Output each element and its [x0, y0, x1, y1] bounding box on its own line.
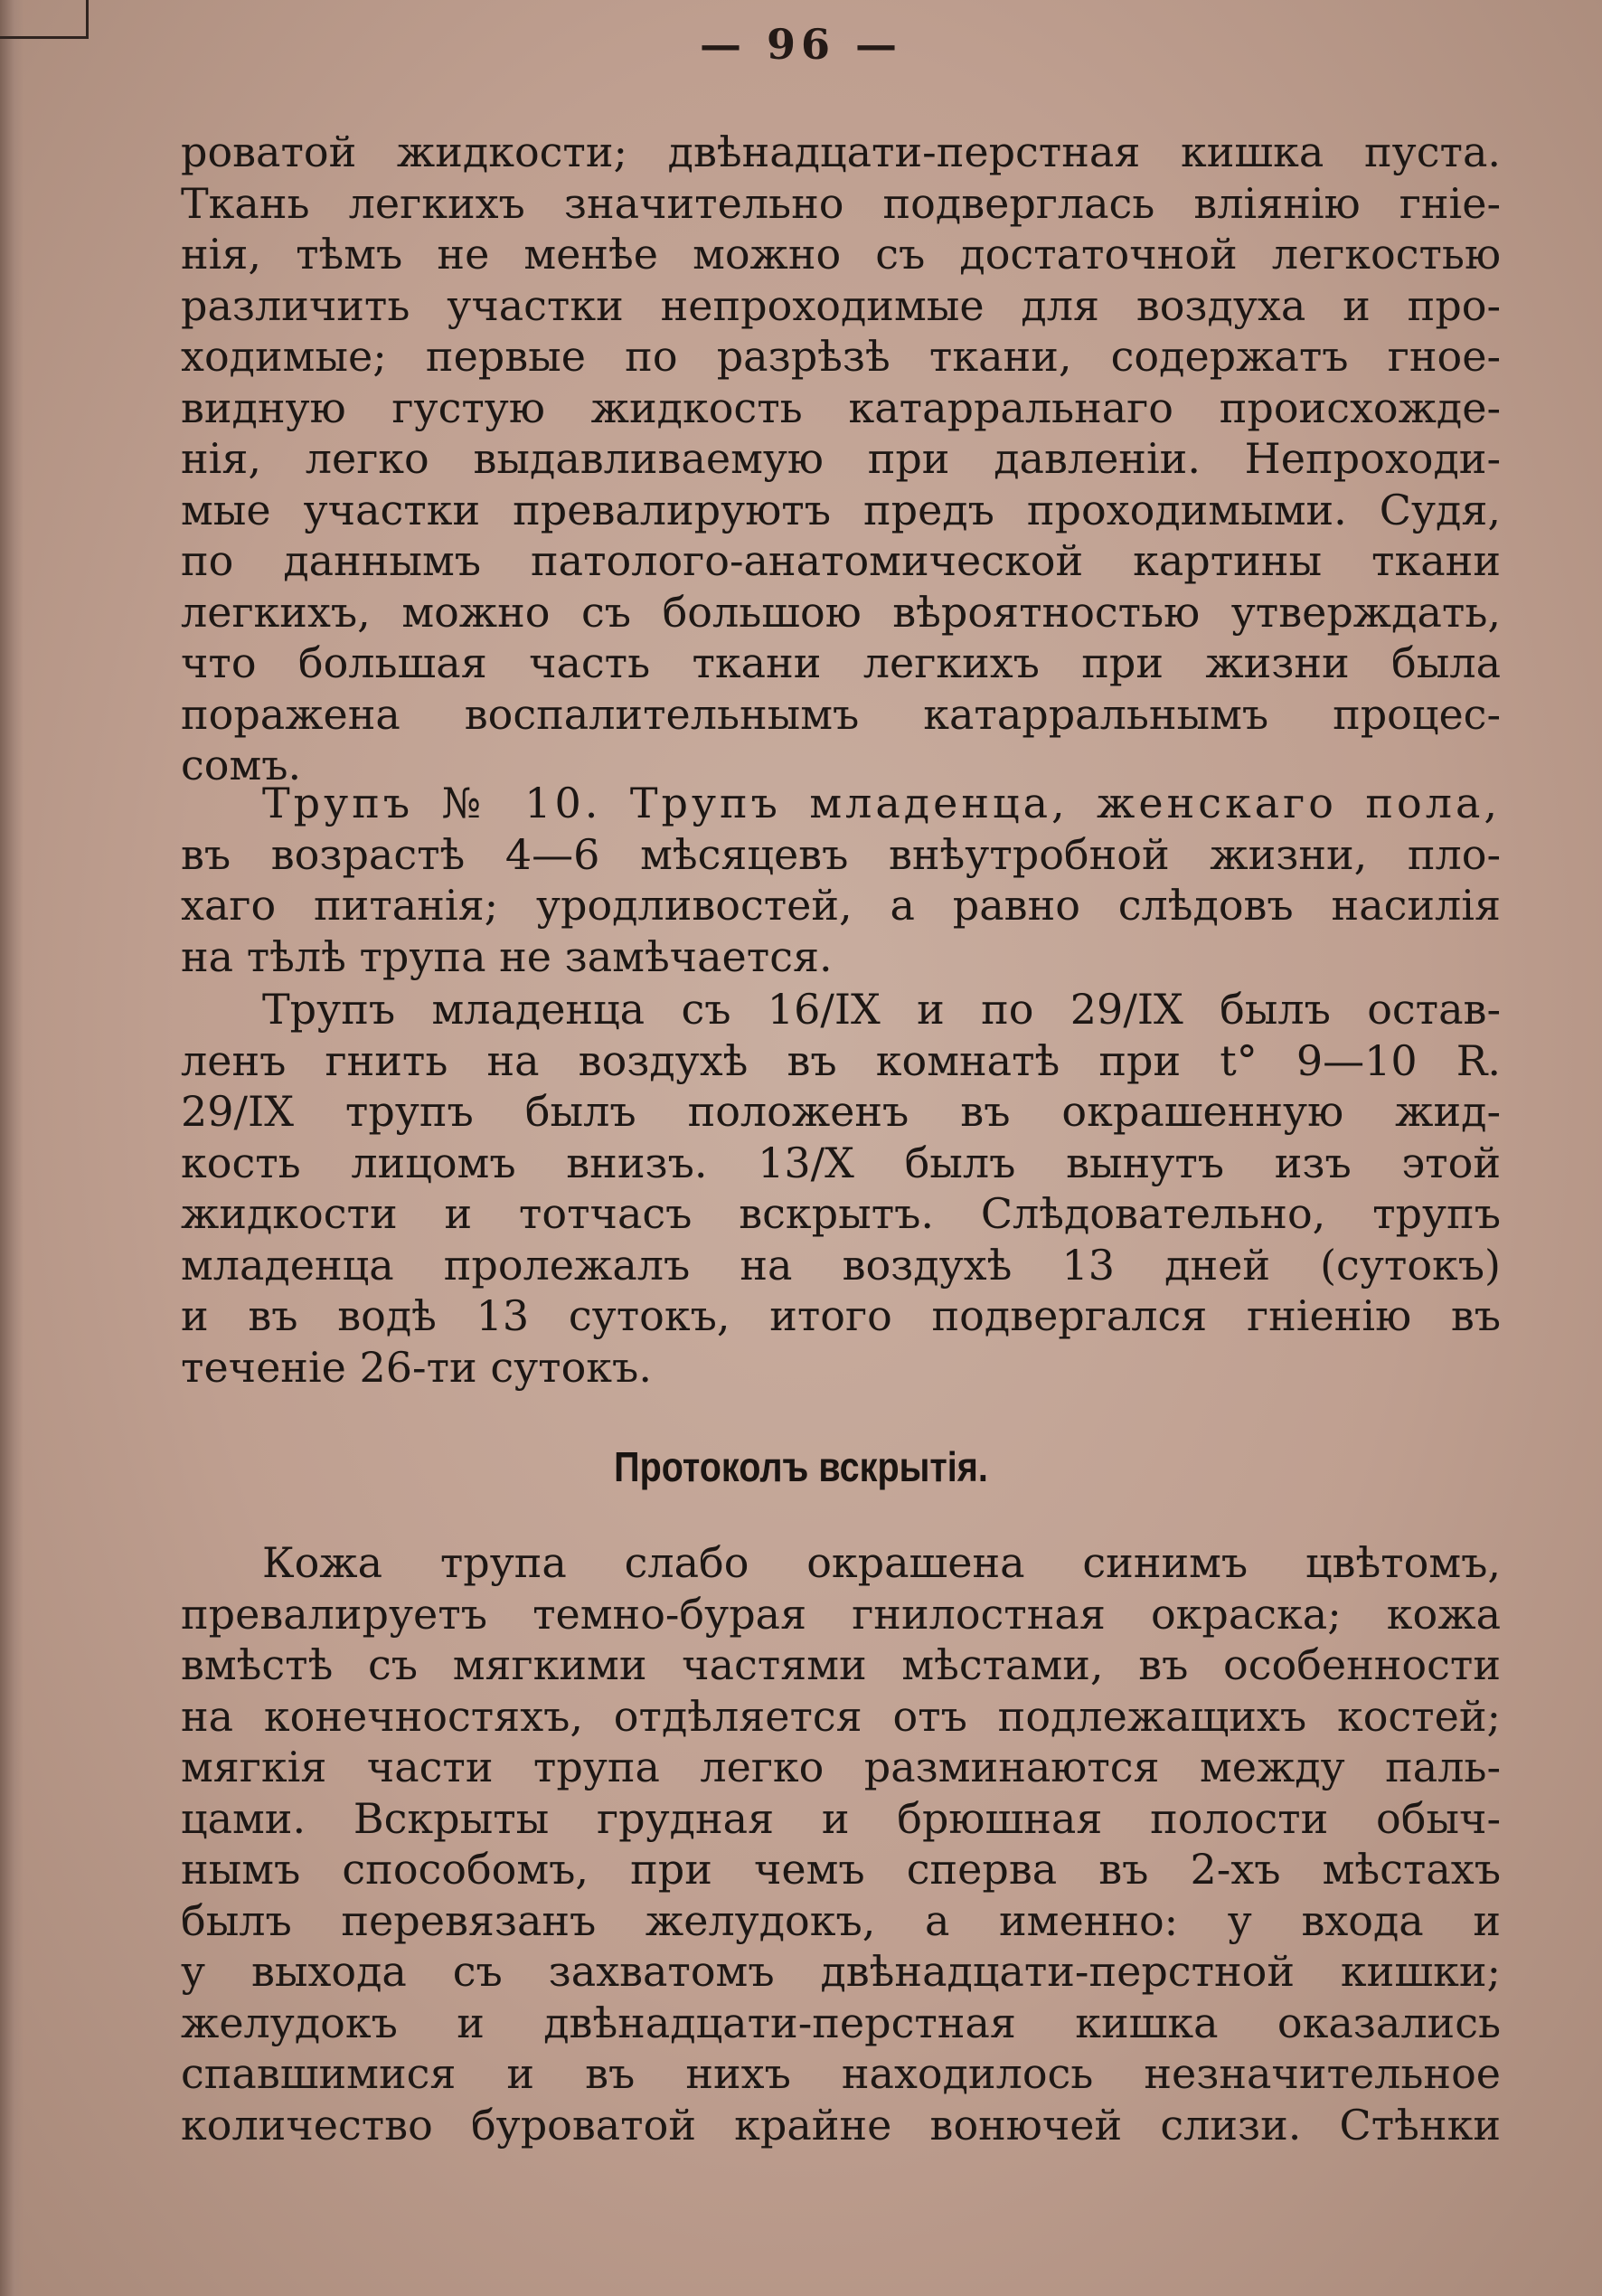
text-line: роватой жидкости; двѣнадцати-перстная кишка пуста. — [181, 128, 1501, 176]
text-line: на конечностяхъ, отдѣляется отъ подлежащихъ костей; — [181, 1691, 1501, 1741]
text-line: Трупъ младенца съ 16/IX и по 29/IX былъ остав- — [262, 985, 1501, 1034]
text-line: что большая часть ткани легкихъ при жизни была — [181, 638, 1501, 687]
text-line: жидкости и тотчасъ вскрытъ. Слѣдовательно, трупъ — [181, 1189, 1501, 1238]
text-line: у выхода съ захватомъ двѣнадцати-перстной кишки; — [181, 1947, 1501, 1996]
text-line: Ткань легкихъ значительно подверглась влiянiю гнiе- — [181, 178, 1501, 228]
text-line: въ возрастѣ 4—6 мѣсяцевъ внѣутробной жизни, пло- — [181, 829, 1501, 879]
text-line: хаго питанiя; уродливостей, а равно слѣдовъ насилiя — [181, 881, 1501, 930]
text-line: цами. Вскрыты грудная и брюшная полости обыч- — [181, 1793, 1501, 1843]
text-line: нiя, тѣмъ не менѣе можно съ достаточной легкостью — [181, 230, 1501, 279]
text-line: Кожа трупа слабо окрашена синимъ цвѣтомъ, — [262, 1538, 1501, 1587]
page-number: — 96 — — [699, 20, 903, 69]
text-line: легкихъ, можно съ большою вѣроятностью утверждать, — [181, 587, 1501, 637]
paragraph-1 — [181, 127, 1501, 791]
text-line: мягкiя части трупа легко разминаются между паль- — [181, 1743, 1501, 1791]
text-line: видную густую жидкость катарральнаго происхожде- — [181, 383, 1501, 432]
text-line: нiя, легко выдавливаемую при давленiи. Непроходи- — [181, 434, 1501, 483]
text-line: 29/IX трупъ былъ положенъ въ окрашенную жид- — [181, 1087, 1501, 1136]
text-line: теченiе 26-ти сутокъ. — [181, 1342, 652, 1392]
text-line: ленъ гнить на воздухѣ въ комнатѣ при t° 9—10 R. — [181, 1035, 1501, 1085]
text-line: былъ перевязанъ желудокъ, а именно: у входа и — [181, 1895, 1501, 1945]
text-line: Трупъ № 10. Трупъ младенца, женскаго пола, — [262, 779, 1501, 827]
text-line: поражена воспалительнымъ катарральнымъ процес- — [181, 689, 1501, 739]
text-line: количество буроватой крайне вонючей слизи. Стѣнки — [181, 2100, 1501, 2150]
paragraph-2 — [181, 778, 1501, 982]
text-line: кость лицомъ внизъ. 13/X былъ вынутъ изъ этой — [181, 1138, 1501, 1187]
text-line: спавшимися и въ нихъ находилось незначительное — [181, 2049, 1501, 2098]
paragraph-3 — [181, 984, 1501, 1393]
text-line: вмѣстѣ съ мягкими частями мѣстами, въ особенности — [181, 1640, 1501, 1689]
text-line: и въ водѣ 13 сутокъ, итого подвергался гнiенiю въ — [181, 1291, 1501, 1340]
text-line: по даннымъ патолого-анатомической картины ткани — [181, 536, 1501, 585]
text-line: младенца пролежалъ на воздухѣ 13 дней (сутокъ) — [181, 1240, 1501, 1290]
paragraph-4 — [181, 1537, 1501, 2150]
text-line: на тѣлѣ трупа не замѣчается. — [181, 931, 833, 981]
text-line: различить участки непроходимые для воздуха и про- — [181, 280, 1501, 330]
text-line: сомъ. — [181, 741, 302, 789]
text-line: превалируетъ темно-бурая гнилостная окраска; кожа — [181, 1589, 1501, 1639]
section-heading: Протоколъ вскрытiя. — [614, 1443, 988, 1490]
text-line: желудокъ и двѣнадцати-перстная кишка оказались — [181, 1998, 1501, 2047]
text-line: ходимые; первые по разрѣзѣ ткани, содержатъ гное- — [181, 332, 1501, 381]
text-line: мые участки превалируютъ предъ проходимыми. Судя, — [181, 485, 1501, 534]
text-line: нымъ способомъ, при чемъ сперва въ 2-хъ мѣстахъ — [181, 1845, 1501, 1894]
book-spine-shadow — [0, 0, 24, 2296]
